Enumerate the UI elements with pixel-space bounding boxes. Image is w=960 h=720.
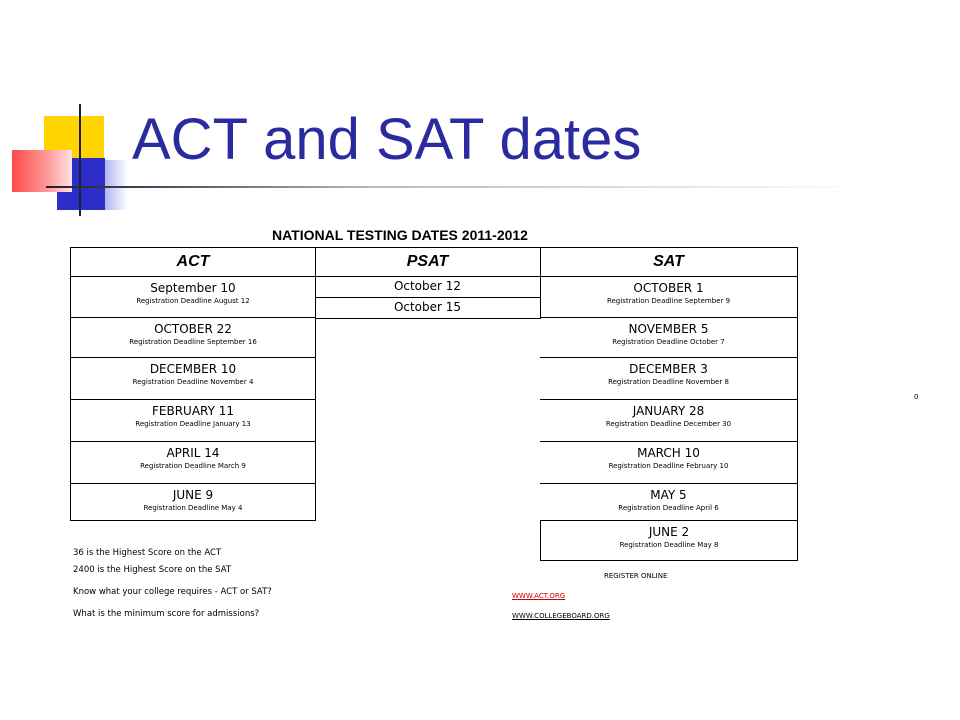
column-header-sat: SAT bbox=[540, 247, 798, 277]
sat-test-date bbox=[540, 520, 798, 561]
sat-date: MARCH 10 bbox=[637, 446, 700, 460]
act-date: JUNE 9 bbox=[172, 488, 214, 502]
decorative-horizontal-line bbox=[46, 186, 866, 188]
act-date: OCTOBER 22 bbox=[154, 322, 232, 336]
sat-deadline: Registration Deadline May 8 bbox=[619, 541, 719, 549]
slide-title: ACT and SAT dates bbox=[132, 107, 642, 172]
decorative-vertical-line bbox=[79, 104, 81, 216]
act-website-link[interactable]: WWW.ACT.ORG bbox=[512, 592, 566, 600]
sat-deadline: Registration Deadline February 10 bbox=[608, 462, 729, 470]
sat-deadline: Registration Deadline September 9 bbox=[606, 297, 731, 305]
act-test-date bbox=[70, 276, 316, 318]
act-deadline: Registration Deadline August 12 bbox=[136, 297, 250, 305]
act-test-date bbox=[70, 483, 316, 521]
act-date: APRIL 14 bbox=[166, 446, 220, 460]
sat-date: MAY 5 bbox=[650, 488, 687, 502]
note-act-highest-score: 36 is the Highest Score on the ACT bbox=[73, 548, 222, 558]
stray-text: 0 bbox=[914, 393, 919, 401]
table-heading: NATIONAL TESTING DATES 2011-2012 bbox=[272, 227, 528, 243]
sat-test-date bbox=[540, 276, 798, 318]
act-deadline: Registration Deadline January 13 bbox=[135, 420, 251, 428]
act-deadline: Registration Deadline September 16 bbox=[129, 338, 257, 346]
sat-date: OCTOBER 1 bbox=[633, 281, 704, 295]
sat-test-date bbox=[540, 357, 798, 400]
sat-test-date bbox=[540, 317, 798, 358]
act-test-date bbox=[70, 317, 316, 358]
sat-date: JANUARY 28 bbox=[632, 404, 705, 418]
collegeboard-website-link[interactable]: WWW.COLLEGEBOARD.ORG bbox=[512, 612, 610, 620]
sat-date: JUNE 2 bbox=[648, 525, 690, 539]
sat-test-date bbox=[540, 399, 798, 442]
act-test-date bbox=[70, 399, 316, 442]
sat-test-date bbox=[540, 441, 798, 484]
note-college-requirement: Know what your college requires - ACT or SAT? bbox=[73, 587, 272, 597]
act-date: FEBRUARY 11 bbox=[151, 404, 235, 418]
act-test-date bbox=[70, 357, 316, 400]
column-header-act: ACT bbox=[70, 247, 316, 277]
act-deadline: Registration Deadline November 4 bbox=[132, 378, 254, 386]
sat-deadline: Registration Deadline December 30 bbox=[605, 420, 732, 428]
sat-date: NOVEMBER 5 bbox=[628, 322, 709, 336]
act-test-date bbox=[70, 441, 316, 484]
act-date: September 10 bbox=[150, 281, 236, 295]
sat-date: DECEMBER 3 bbox=[629, 362, 708, 376]
act-date: DECEMBER 10 bbox=[149, 362, 237, 376]
psat-test-date: October 15 bbox=[315, 297, 541, 319]
psat-test-date: October 12 bbox=[315, 276, 541, 298]
sat-deadline: Registration Deadline April 6 bbox=[618, 504, 719, 512]
note-minimum-score: What is the minimum score for admissions? bbox=[73, 609, 260, 619]
sat-deadline: Registration Deadline November 8 bbox=[608, 378, 729, 386]
act-deadline: Registration Deadline March 9 bbox=[140, 462, 246, 470]
sat-test-date bbox=[540, 483, 798, 521]
act-deadline: Registration Deadline May 4 bbox=[143, 504, 243, 512]
sat-deadline: Registration Deadline October 7 bbox=[612, 338, 725, 346]
register-online-label: REGISTER ONLINE bbox=[604, 572, 668, 580]
column-header-psat: PSAT bbox=[315, 247, 541, 277]
note-sat-highest-score: 2400 is the Highest Score on the SAT bbox=[73, 565, 232, 575]
